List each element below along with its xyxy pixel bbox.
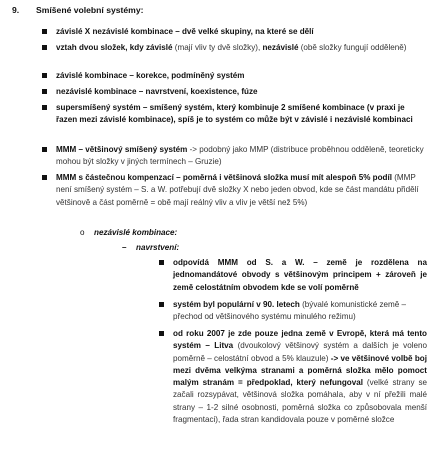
section-number: 9. — [12, 5, 20, 15]
section-heading — [12, 4, 143, 16]
deep-list-item: odpovídá MMM od S. a W. – země je rozdělena na jednomandátové obvody s většinovým principem + zároveň je země celostátním obvodem kde se volí poměrně — [173, 257, 427, 294]
bullet-icon — [159, 331, 164, 336]
section-title: Smíšené volební systémy: — [36, 5, 144, 15]
list-item: závislé kombinace – korekce, podmíněný systém — [56, 70, 424, 82]
list-item: vztah dvou složek, kdy závislé (mají vliv ty dvě složky), nezávislé (obě složky fungují odděleně) — [56, 42, 424, 54]
bullet-icon — [42, 105, 47, 110]
bullet-icon — [42, 45, 47, 50]
bullet-icon — [159, 260, 164, 265]
list-item: supersmíšený systém – smíšený systém, který kombinuje 2 smíšené kombinace (v praxi je řazen mezi závislé kombinace), spíš je to systém co může být v závislé i nezávislé kombinaci — [56, 102, 424, 127]
sub-list-item: o nezávislé kombinace: — [94, 227, 177, 239]
list-item: MMM s částečnou kompenzací – poměrná i většinová složka musí mít alespoň 5% podíl (MMP není smíšený systém – S. a W. potřebují dvě složky X nebo jeden obvod, kde se část mandátu přidělí většinově a část poměrně = obě mají reálný vliv a vliv je větší než 5%) — [56, 172, 424, 209]
deep-list-item: systém byl populární v 90. letech (bývalé komunistické země – přechod od většinového systému minulého režimu) — [173, 299, 427, 324]
circle-bullet-icon: o — [80, 228, 85, 237]
sub-sub-list-item: – navrstvení: — [136, 242, 179, 254]
bullet-icon — [42, 73, 47, 78]
list-item: nezávislé kombinace – navrstvení, koexistence, fúze — [56, 86, 424, 98]
bullet-icon — [42, 29, 47, 34]
bullet-icon — [42, 175, 47, 180]
deep-list-item: od roku 2007 je zde pouze jedna země v Evropě, která má tento systém – Litva (dvoukolový většinový systém a dalších je voleno poměrně – celostátní obvod a 5% klauzule) -> ve většinové volbě boj mezi dvěma velkýma stranami a poměrná složka mělo pomoct malým stranám = předpoklad, který nefungoval (velké strany se začali rozsypávat, většinová složka pomáhala, aby v ní přežili malé strany – 1-2 silné osobnosti, poměrná složka co způsobovala menší fragmentaci), řada stran kandidovala pouze v poměrné složce — [173, 328, 427, 426]
dash-bullet-icon: – — [122, 243, 127, 252]
list-item: závislé X nezávislé kombinace – dvě velké skupiny, na které se dělí — [56, 26, 424, 38]
bullet-icon — [159, 302, 164, 307]
bullet-icon — [42, 89, 47, 94]
list-item: MMM – většinový smíšený systém -> podobný jako MMP (distribuce proběhnou odděleně, teoreticky mohou být složky v jiných termínech – Gruzie) — [56, 144, 424, 169]
bullet-icon — [42, 147, 47, 152]
